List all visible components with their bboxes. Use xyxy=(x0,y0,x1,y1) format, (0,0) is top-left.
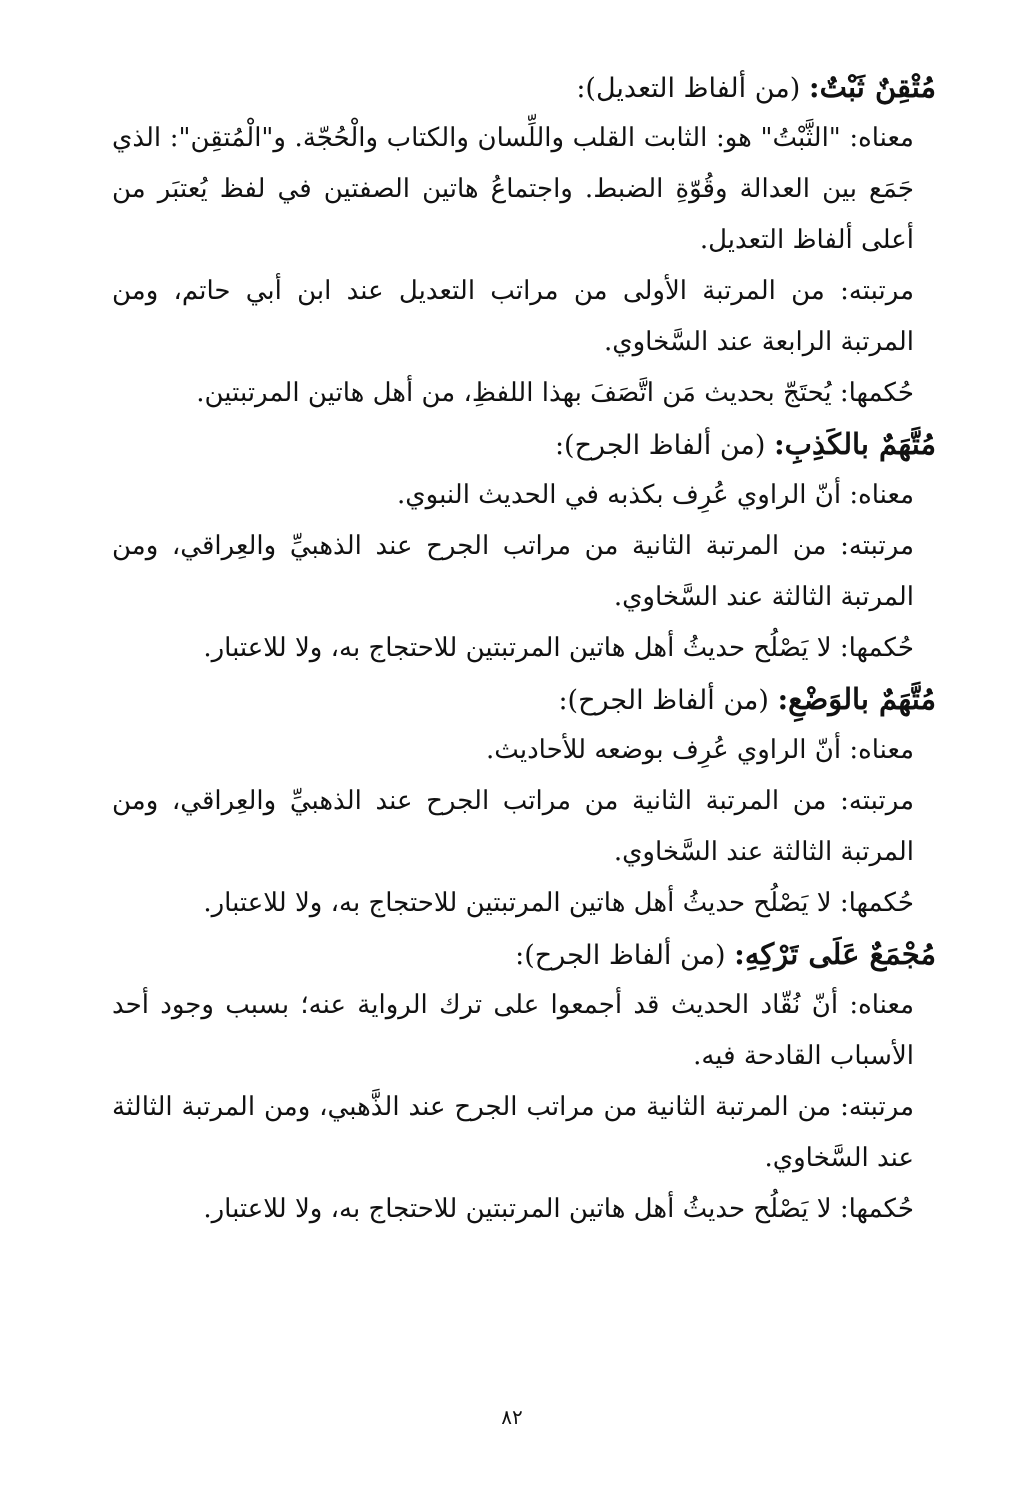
entry-term: مُتَّهَمٌ بالكَذِبِ: xyxy=(773,427,936,461)
entry-category: (من ألفاظ الجرح): xyxy=(558,685,778,716)
entry-muttaham-bil-kadhib xyxy=(112,419,936,674)
entry-term: مُجْمَعٌ عَلَى تَرْكِهِ: xyxy=(734,937,936,971)
entry-ruling: حُكمها: لا يَصْلُح حديثُ أهل هاتين المرتبتين للاحتجاج به، ولا للاعتبار. xyxy=(203,633,914,663)
entry-meaning: معناه: "الثَّبْتُ" هو: الثابت القلب واللِّسان والكتاب والْحُجّة. و"الْمُتقِن": الذي جَمَع بين العدالة وقُوّةِ الضبط. واجتماعُ هاتين الصفتين في لفظ يُعتبَر من أعلى ألفاظ التعديل. xyxy=(112,123,914,255)
entry-rank: مرتبته: من المرتبة الثانية من مراتب الجرح عند الذهبيِّ والعِراقي، ومن المرتبة الثالثة عند السَّخاوي. xyxy=(112,786,914,867)
entry-meaning: معناه: أنّ نُقّاد الحديث قد أجمعوا على ترك الرواية عنه؛ بسبب وجود أحد الأسباب القادحة فيه. xyxy=(112,990,914,1071)
entry-mujma-ala-tarkih xyxy=(112,929,936,1235)
entry-rank: مرتبته: من المرتبة الثانية من مراتب الجرح عند الذَّهبي، ومن المرتبة الثالثة عند السَّخاوي. xyxy=(112,1092,914,1173)
entry-heading xyxy=(112,419,936,470)
entry-term: مُتَّهَمٌ بالوَضْعِ: xyxy=(777,682,936,716)
entry-heading xyxy=(112,929,936,980)
entry-category: (من ألفاظ الجرح): xyxy=(554,430,774,461)
entry-term: مُتْقِنٌ ثَبْتٌ: xyxy=(808,70,936,104)
entry-rank: مرتبته: من المرتبة الأولى من مراتب التعديل عند ابن أبي حاتم، ومن المرتبة الرابعة عند السَّخاوي. xyxy=(112,276,915,357)
entry-ruling: حُكمها: يُحتَجّ بحديث مَن اتَّصَفَ بهذا اللفظِ، من أهل هاتين المرتبتين. xyxy=(196,378,914,408)
entry-rank: مرتبته: من المرتبة الثانية من مراتب الجرح عند الذهبيِّ والعِراقي، ومن المرتبة الثالثة عند السَّخاوي. xyxy=(112,531,914,612)
entry-meaning: معناه: أنّ الراوي عُرِف بوضعه للأحاديث. xyxy=(486,735,914,765)
page-number: ٨٢ xyxy=(501,1405,523,1429)
entry-meaning: معناه: أنّ الراوي عُرِف بكذبه في الحديث النبوي. xyxy=(397,480,914,510)
entry-heading xyxy=(112,62,936,113)
entry-mutqin-thabt xyxy=(112,62,936,419)
entry-heading xyxy=(112,674,936,725)
entry-category: (من ألفاظ الجرح): xyxy=(515,940,735,971)
entry-ruling: حُكمها: لا يَصْلُح حديثُ أهل هاتين المرتبتين للاحتجاج به، ولا للاعتبار. xyxy=(203,1194,914,1224)
entry-muttaham-bil-wad xyxy=(112,674,936,929)
entry-ruling: حُكمها: لا يَصْلُح حديثُ أهل هاتين المرتبتين للاحتجاج به، ولا للاعتبار. xyxy=(203,888,914,918)
entry-category: (من ألفاظ التعديل): xyxy=(576,73,809,104)
page-content xyxy=(112,62,936,1235)
